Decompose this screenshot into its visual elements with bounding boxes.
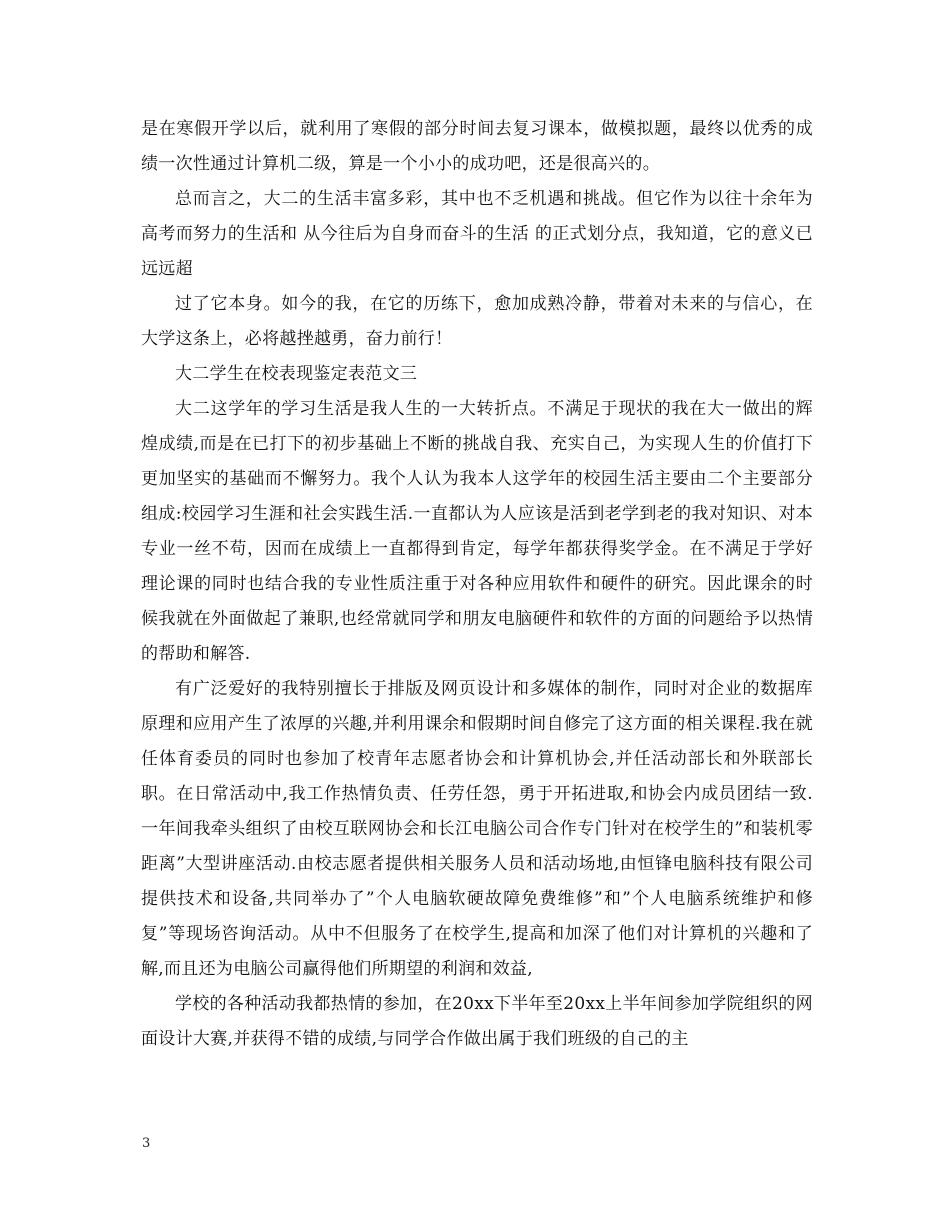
paragraph-hobbies-activities: 有广泛爱好的我特别擅长于排版及网页设计和多媒体的制作，同时对企业的数据库原理和应用产生了浓厚的兴趣,并利用课余和假期时间自修完了这方面的相关课程.我在就任体育委员的同时也参加了校青年志愿者协会和计算机协会,并任活动部长和外联部长职。在日常活动中,我工作热情负责、任劳任怨，勇于开拓进取,和协会内成员团结一致.一年间我牵头组织了由校互联网协会和长江电脑公司合作专门针对在校学生的”和装机零距离”大型讲座活动.由校志愿者提供相关服务人员和活动场地,由恒锋电脑科技有限公司提供技术和设备,共同举办了”个人电脑软硬故障免费维修”和”个人电脑系统维护和修复”等现场咨询活动。从中不但服务了在校学生,提高和加深了他们对计算机的兴趣和了解,而且还为电脑公司赢得他们所期望的利润和效益,: [141, 679, 813, 979]
page-number: 3: [142, 1136, 151, 1151]
paragraph-study-life: 大二这学年的学习生活是我人生的一大转折点。不满足于现状的我在大一做出的辉煌成绩,而是在已打下的初步基础上不断的挑战自我、充实自己，为实现人生的价值打下更加坚实的基础而不懈努力。我个人认为我本人这学年的校园生活主要由二个主要部分组成:校园学习生涯和社会实践生活.一直都认为人应该是活到老学到老的我对知识、对本专业一丝不苟，因而在成绩上一直都得到肯定，每学年都获得奖学金。在不满足于学好理论课的同时也结合我的专业性质注重于对各种应用软件和硬件的研究。因此课余的时候我就在外面做起了兼职,也经常就同学和朋友电脑硬件和软件的方面的问题给予以热情的帮助和解答.: [141, 399, 813, 664]
section-heading: 大二学生在校表现鉴定表范文三: [175, 364, 418, 384]
paragraph-continuation: 是在寒假开学以后，就利用了寒假的部分时间去复习课本，做模拟题，最终以优秀的成绩一次性通过计算机二级，算是一个小小的成功吧，还是很高兴的。: [141, 119, 813, 174]
paragraph-summary-continued: 过了它本身。如今的我，在它的历练下，愈加成熟冷静，带着对未来的与信心，在大学这条上，必将越挫越勇，奋力前行！: [141, 294, 813, 349]
document-body: [141, 112, 813, 1057]
paragraph-school-activities: 学校的各种活动我都热情的参加，在20xx下半年至20xx上半年间参加学院组织的网面设计大赛,并获得不错的成绩,与同学合作做出属于我们班级的自己的主: [141, 994, 813, 1049]
paragraph-summary: 总而言之，大二的生活丰富多彩，其中也不乏机遇和挑战。但它作为以往十余年为高考而努力的生活和 从今往后为自身而奋斗的生活 的正式划分点，我知道，它的意义已远远超: [141, 189, 813, 279]
